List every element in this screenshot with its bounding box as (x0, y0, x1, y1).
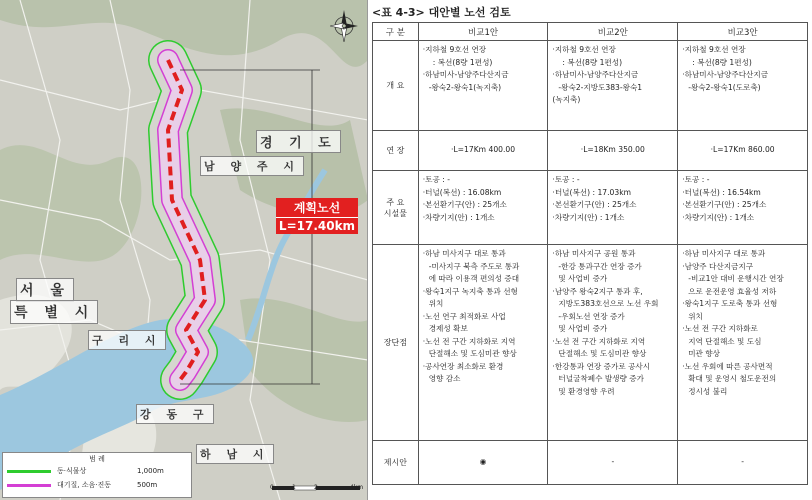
north-arrow-icon (330, 8, 358, 42)
route-map (0, 0, 368, 500)
cell-line: ·차량기지(안) : 1개소 (552, 212, 625, 222)
cell-line: -왕숙2-지방도383-왕숙1 (558, 82, 643, 92)
cell-line: ·공사연장 최소화로 환경 (422, 361, 504, 371)
legend-item-distance: 500m (137, 481, 158, 489)
route-badge-length: L=17.40km (276, 217, 358, 234)
header-category: 구 분 (373, 23, 419, 41)
table-row-length (373, 131, 808, 171)
proposal-alt3: - (678, 441, 808, 485)
cell-line: ·왕숙1지구 녹지축 통과 선형 (422, 286, 518, 296)
cell-line: ·노선 전 구간 지하화로 (682, 324, 758, 333)
cell-line: 정시성 불리 (688, 386, 728, 396)
proposal-alt2: - (548, 441, 678, 485)
cell-line: ·본선환기구(안) : 25개소 (552, 200, 637, 209)
cell-line: 경제성 확보 (428, 324, 468, 333)
cell-line: 에 따라 이용객 편의성 증대 (428, 274, 520, 283)
cell-line: ·터널(복선) : 17.03km (552, 187, 632, 197)
map-canvas (0, 0, 368, 500)
region-label-guri: 구 리 시 (88, 330, 166, 350)
overview-alt1 (418, 41, 548, 131)
cell-line: ·왕숙1지구 도로축 통과 선형 (682, 299, 778, 308)
row-label-length: 연 장 (373, 131, 419, 171)
scale-bar (268, 484, 364, 498)
cell-line: -왕숙2-왕숙1(도로축) (688, 82, 761, 92)
cell-line: ·차량기지(안) : 1개소 (682, 212, 755, 222)
table-row-proposal (373, 441, 808, 485)
cell-line: 단절해소 및 도심미관 향상 (428, 349, 517, 358)
cell-line: ·터널(복선) : 16.08km (422, 187, 502, 197)
cell-line: ·터널(복선) : 16.54km (682, 187, 761, 197)
region-label-namyangju: 남 양 주 시 (200, 156, 304, 176)
cell-line: 으로 운전운영 효율성 저하 (688, 286, 777, 296)
table-row-facilities (373, 171, 808, 245)
row-label-line: 주 요 (386, 197, 405, 207)
region-label-gyeonggi: 경 기 도 (256, 130, 341, 153)
length-alt1 (418, 131, 548, 171)
cell-line: 확대 및 운영시 철도운전의 (688, 374, 777, 383)
cell-line: ·남양주 왕숙2지구 통과 후, (552, 286, 643, 296)
cell-line: 및 사업비 증가 (558, 274, 608, 283)
row-label-overview: 개 요 (373, 41, 419, 131)
legend-swatch-green (7, 470, 51, 473)
row-label-line: 시설물 (383, 208, 407, 218)
facilities-alt3 (678, 171, 808, 245)
cell-line: -미사지구 북측 주도로 통과 (428, 261, 520, 271)
legend-swatch-magenta (7, 484, 51, 487)
pros-cons-alt1 (418, 245, 548, 441)
cell-line: ·노선 전 구간 지하화로 지역 (552, 336, 646, 346)
cell-line: ·차량기지(안) : 1개소 (422, 212, 495, 222)
terrain-patch (0, 145, 141, 261)
legend-item-name: 동·식물상 (57, 467, 87, 475)
row-label-proposal: 제시안 (373, 441, 419, 485)
table-row-overview (373, 41, 808, 131)
row-label-pros-cons: 장단점 (373, 245, 419, 441)
cell-line: ·하남 미사지구 공원 통과 (552, 249, 636, 258)
cell-line: ·L=18Km 350.00 (580, 145, 645, 155)
overview-alt3 (678, 41, 808, 131)
row-label-facilities (373, 171, 419, 245)
cell-line: ·하남 미사지구 대로 통과 (682, 249, 766, 258)
cell-line: ·하남미사-남양주다산지금 (422, 70, 509, 79)
route-badge-title: 계획노선 (276, 198, 358, 217)
legend-item (3, 478, 191, 492)
cell-line: ·하남 미사지구 대로 통과 (422, 249, 506, 258)
cell-line: 및 사업비 증가 (558, 324, 608, 333)
region-label-gangdong: 강 동 구 (136, 404, 214, 424)
cell-line: 지역 단절해소 및 도심 (688, 336, 762, 346)
cell-line: ·토공 : - (552, 175, 580, 184)
legend-item-name: 대기질, 소음·진동 (57, 481, 112, 489)
cell-line: 미관 향상 (688, 349, 720, 358)
cell-line: ·토공 : - (682, 175, 710, 184)
header-alt1: 비교1안 (418, 23, 548, 41)
cell-line: ·본선환기구(안) : 25개소 (422, 200, 507, 209)
length-alt3 (678, 131, 808, 171)
cell-line: : 복선(8량 1편성) (692, 57, 752, 67)
legend-title: 범 례 (89, 455, 105, 463)
cell-line: -한강 통과구간 연장 증가 (558, 261, 642, 271)
alternatives-comparison-table (372, 22, 808, 485)
cell-line: ·토공 : - (422, 175, 450, 184)
table-title: <표 4-3> 대안별 노선 검토 (372, 6, 511, 19)
cell-line: ·하남미사-남양주다산지금 (552, 70, 639, 79)
cell-line: ·지하철 9호선 연장 (422, 45, 487, 54)
overview-alt2 (548, 41, 678, 131)
scale-tick-label: 4km (350, 484, 364, 491)
cell-line: (녹지축) (552, 95, 581, 104)
facilities-alt2 (548, 171, 678, 245)
map-legend (2, 452, 192, 498)
cell-line: ·하남미사-남양주다산지금 (682, 70, 769, 79)
cell-line: -왕숙2-왕숙1(녹지축) (428, 82, 502, 92)
cell-line: : 복선(8량 1편성) (432, 57, 493, 67)
pros-cons-alt2 (548, 245, 678, 441)
length-alt2 (548, 131, 678, 171)
route-length-badge (276, 198, 358, 234)
cell-line: ·본선환기구(안) : 25개소 (682, 200, 767, 209)
cell-line: ·노선 전 구간 지하화로 지역 (422, 336, 516, 346)
cell-line: -비교1안 대비 운행시간 연장 (688, 274, 784, 283)
scale-tick-label: 2 (314, 484, 318, 491)
facilities-alt1 (418, 171, 548, 245)
cell-line: ·L=17Km 860.00 (710, 145, 775, 155)
cell-line: ·한강통과 연장 증가로 공사시 (552, 361, 651, 371)
cell-line: : 복선(8량 1편성) (562, 57, 623, 67)
region-label-hanam: 하 남 시 (196, 444, 274, 464)
proposal-alt1-selected-icon: ◉ (418, 441, 548, 485)
cell-line: 터널굴착폐수 발생량 증가 (558, 374, 644, 383)
cell-line: 위치 (688, 311, 703, 321)
cell-line: 위치 (428, 299, 444, 308)
cell-line: 단절해소 및 도심미관 향상 (558, 349, 647, 358)
cell-line: 영향 감소 (428, 374, 461, 383)
cell-line: ·노선 연구 최적화로 사업 (422, 311, 506, 321)
cell-line: ·L=17Km 400.00 (451, 145, 516, 155)
legend-item (3, 464, 191, 478)
scale-tick-label: 1 (292, 484, 296, 491)
cell-line: ·지하철 9호선 연장 (552, 45, 616, 54)
region-label-seoul-1: 서 울 (16, 278, 74, 302)
table-header-row (373, 23, 808, 41)
pros-cons-alt3 (678, 245, 808, 441)
cell-line: ·지하철 9호선 연장 (682, 45, 746, 54)
scale-tick-label: 0 (270, 484, 274, 491)
cell-line: ·남양주 다산지금지구 (682, 261, 754, 271)
header-alt2: 비교2안 (548, 23, 678, 41)
cell-line: -우회노선 연장 증가 (558, 311, 625, 321)
table-row-pros-cons (373, 245, 808, 441)
region-label-seoul-2: 특 별 시 (10, 300, 98, 324)
legend-item-distance: 1,000m (137, 467, 164, 475)
cell-line: 및 환경영향 우려 (558, 386, 615, 396)
cell-line: ·노선 우회에 따른 공사면적 (682, 361, 773, 371)
cell-line: 지방도383호선으로 노선 우회 (558, 299, 659, 308)
header-alt3: 비교3안 (678, 23, 808, 41)
